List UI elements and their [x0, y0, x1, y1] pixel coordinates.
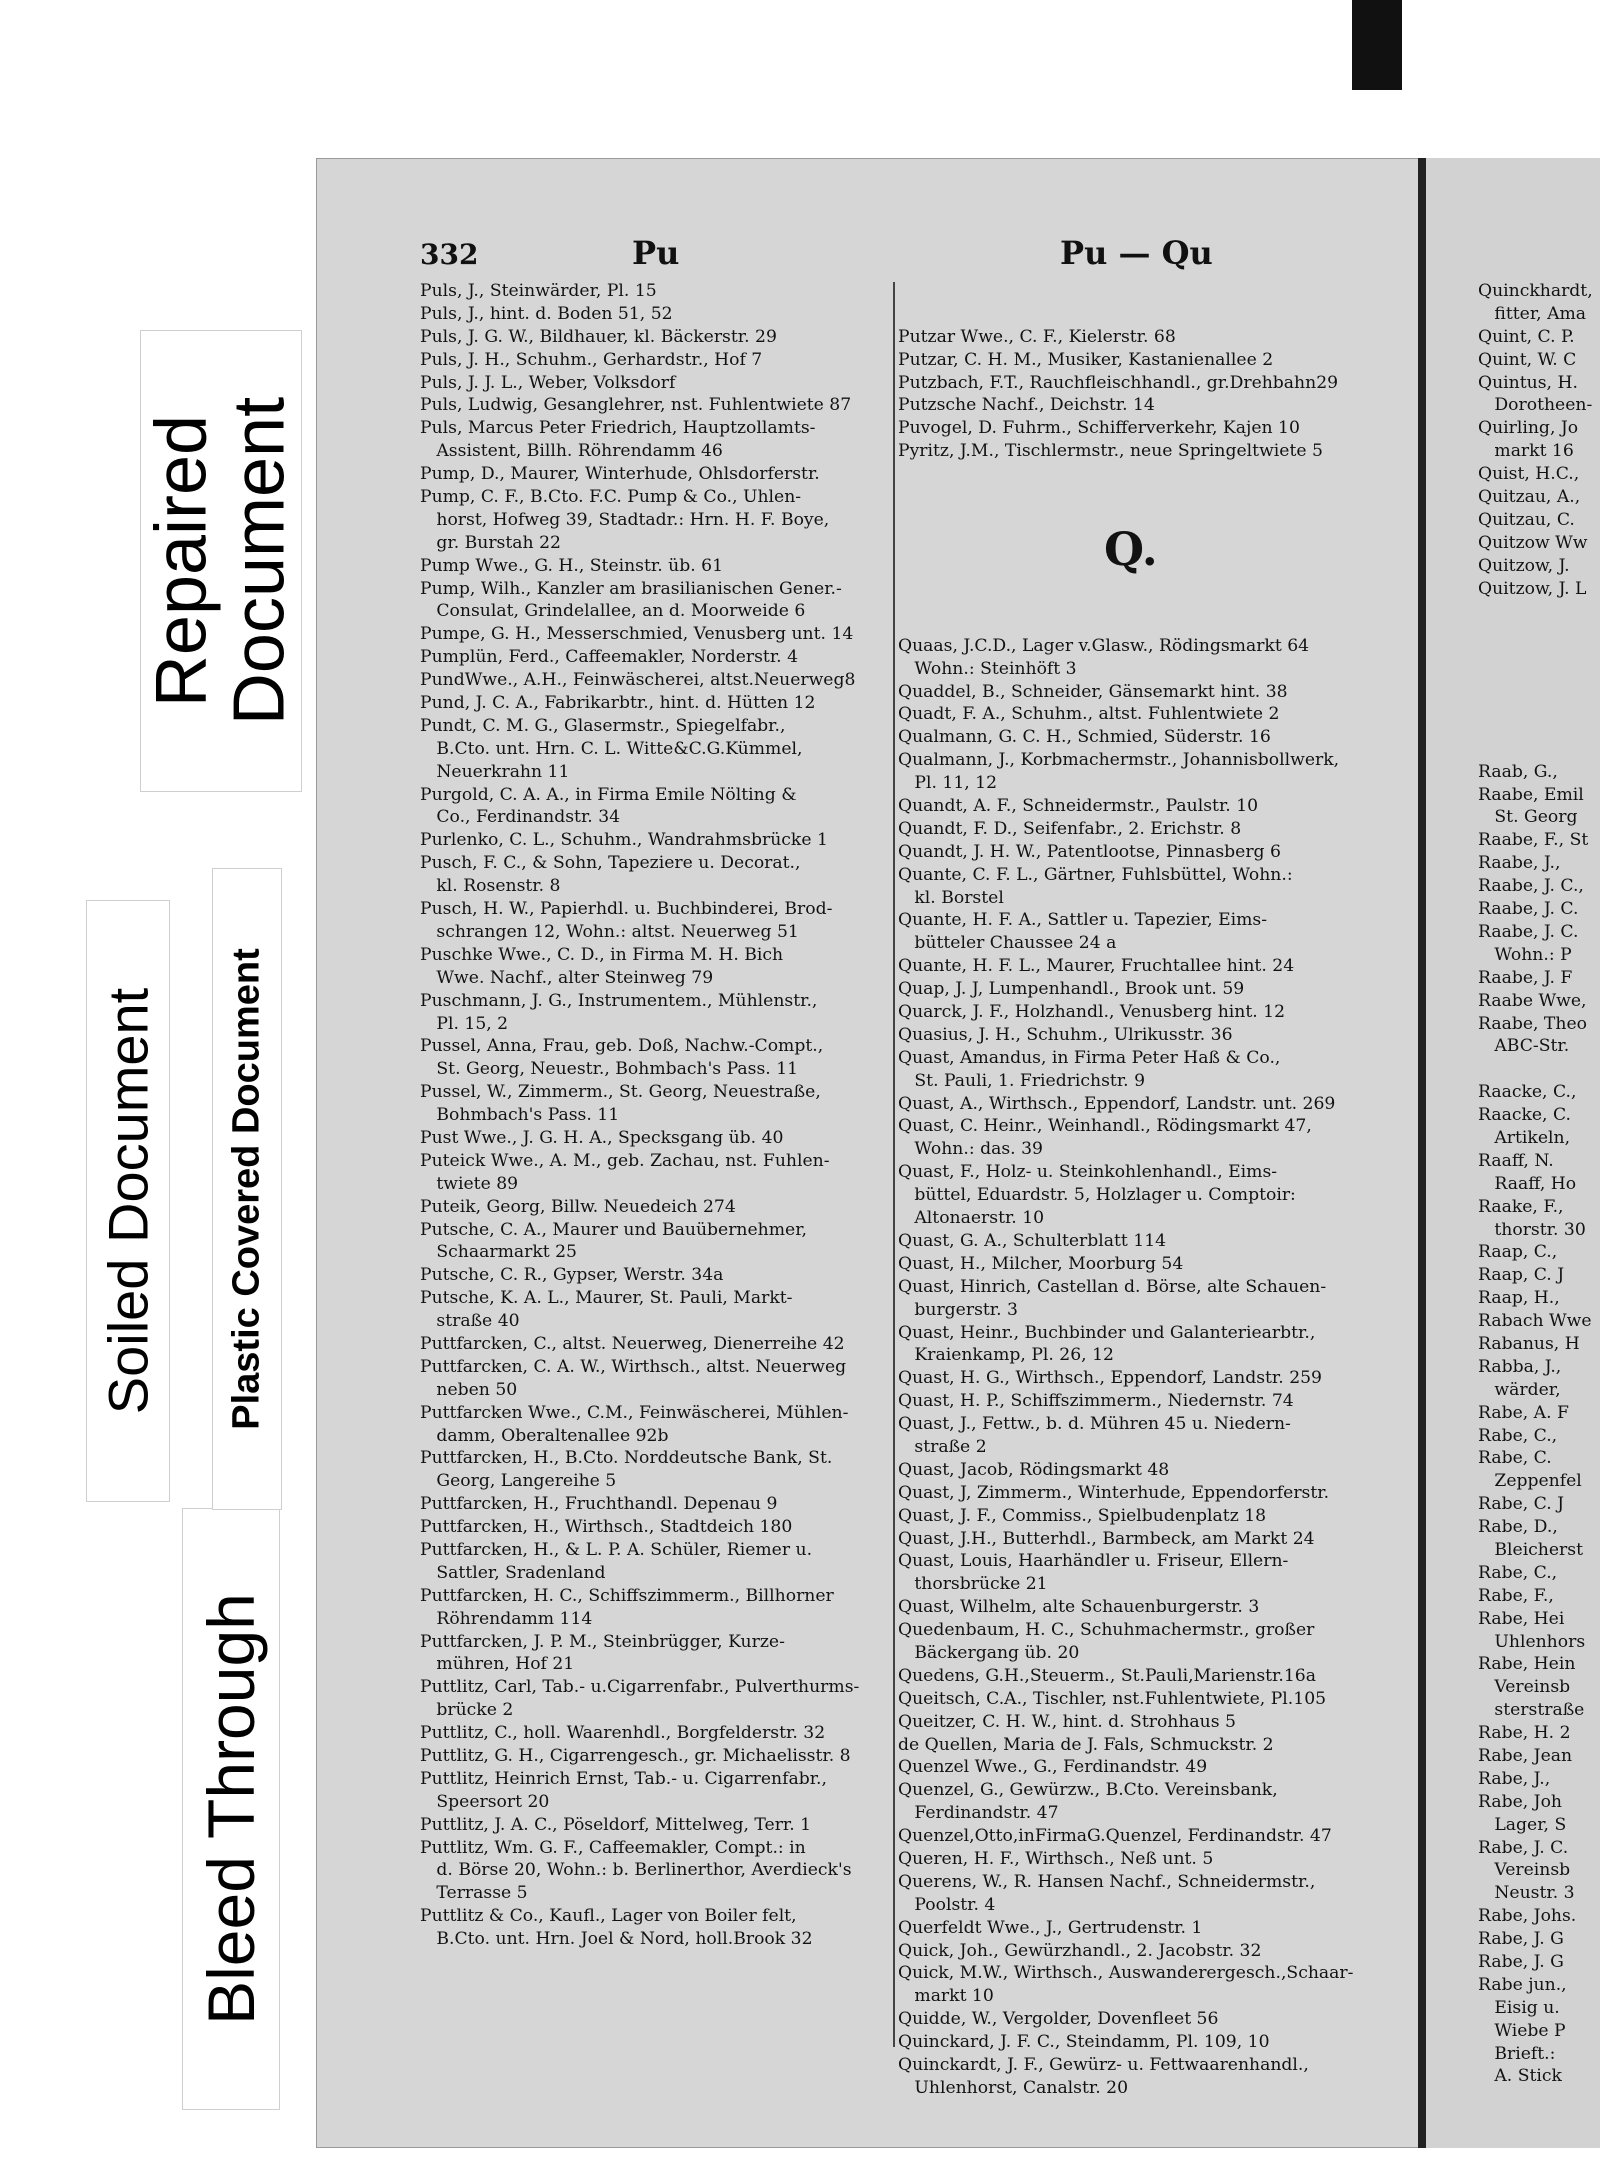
- directory-entry-line: büttel, Eduardstr. 5, Holzlager u. Comptoir:: [898, 1185, 1296, 1206]
- directory-entry-line: St. Pauli, 1. Friedrichstr. 9: [898, 1070, 1146, 1091]
- directory-entry-line: gr. Burstah 22: [420, 532, 561, 553]
- directory-entry-line: Qualmann, J., Korbmachermstr., Johannisbollwerk,: [898, 750, 1340, 771]
- directory-entry-line: Lager, S: [1478, 1814, 1567, 1835]
- directory-entry-line: Raabe Wwe,: [1478, 990, 1587, 1011]
- directory-entry-line: Uhlenhors: [1478, 1631, 1586, 1652]
- directory-entry-line: Puttfarcken, H., Wirthsch., Stadtdeich 180: [420, 1517, 793, 1538]
- directory-entry-line: Putsche, C. R., Gypser, Werstr. 34a: [420, 1265, 724, 1286]
- directory-entry-line: Vereinsb: [1478, 1677, 1571, 1698]
- directory-entry-line: Qualmann, G. C. H., Schmied, Süderstr. 16: [898, 727, 1271, 748]
- directory-entry-line: Raabe, F., St: [1478, 830, 1589, 851]
- directory-entry-line: Altonaerstr. 10: [898, 1208, 1045, 1229]
- directory-entry-line: Puttlitz, Wm. G. F., Caffeemakler, Compt.: in: [420, 1837, 806, 1858]
- directory-entry-line: Ferdinandstr. 47: [898, 1803, 1059, 1824]
- directory-entry-line: [1478, 646, 1600, 669]
- column-divider: [893, 282, 895, 2047]
- directory-entry-line: Quedenbaum, H. C., Schuhmachermstr., großer: [898, 1620, 1315, 1641]
- directory-entry-line: de Quellen, Maria de J. Fals, Schmuckstr. 2: [898, 1734, 1274, 1755]
- directory-entry-line: Raap, H.,: [1478, 1288, 1560, 1309]
- directory-entry-line: Rabe, Jean: [1478, 1746, 1573, 1766]
- directory-entry-line: Purgold, C. A. A., in Firma Emile Nölting &: [420, 784, 797, 805]
- directory-entry-line: Putzsche Nachf., Deichstr. 14: [898, 395, 1155, 416]
- directory-entry-line: Putzbach, F.T., Rauchfleischhandl., gr.Drehbahn29: [898, 372, 1339, 393]
- directory-entry-line: Bohmbach's Pass. 11: [420, 1105, 620, 1126]
- directory-entry-line: Neuerkrahn 11: [420, 761, 570, 782]
- directory-entry-line: Quast, Hinrich, Castellan d. Börse, alte Schauen-: [898, 1276, 1327, 1297]
- directory-entry-line: Putzar, C. H. M., Musiker, Kastanienallee 2: [898, 349, 1274, 370]
- directory-entry-line: Pl. 15, 2: [420, 1013, 509, 1034]
- directory-entry-line: [1478, 692, 1600, 715]
- directory-entry-line: Puttfarcken, H., & L. P. A. Schüler, Riemer u.: [420, 1539, 813, 1560]
- directory-entry-line: Purlenko, C. L., Schuhm., Wandrahmsbrücke 1: [420, 830, 828, 851]
- directory-entry-line: Quedens, G.H.,Steuerm., St.Pauli,Marienstr.16a: [898, 1665, 1316, 1686]
- directory-entry-line: Quast, Heinr., Buchbinder und Galanteriearbtr.,: [898, 1322, 1316, 1343]
- directory-entry-line: Puvogel, D. Fuhrm., Schifferverkehr, Kajen 10: [898, 418, 1300, 439]
- directory-entry-line: Pumpe, G. H., Messerschmied, Venusberg unt. 14: [420, 624, 854, 645]
- header-left: Pu: [632, 234, 680, 272]
- directory-entry-line: Quast, H., Milcher, Moorburg 54: [898, 1253, 1184, 1274]
- directory-entry-line: ABC-Str.: [1478, 1036, 1570, 1057]
- directory-entry-line: mühren, Hof 21: [420, 1654, 575, 1675]
- scanner-edge-strip: [1352, 0, 1402, 90]
- directory-entry-line: Quap, J. J, Lumpenhandl., Brook unt. 59: [898, 979, 1245, 1000]
- directory-entry-line: kl. Borstel: [898, 887, 1004, 908]
- directory-entry-line: neben 50: [420, 1379, 518, 1400]
- directory-entry-line: Putzar Wwe., C. F., Kielerstr. 68: [898, 326, 1176, 347]
- directory-entry-line: Quenzel Wwe., G., Ferdinandstr. 49: [898, 1757, 1208, 1778]
- directory-entry-line: Puttlitz, C., holl. Waarenhdl., Borgfelderstr. 32: [420, 1723, 826, 1744]
- directory-entry-line: Bäckergang üb. 20: [898, 1642, 1080, 1663]
- directory-entry-line: Quante, H. F. L., Maurer, Fruchtallee hint. 24: [898, 956, 1295, 977]
- directory-entry-line: Speersort 20: [420, 1791, 550, 1812]
- directory-entry-line: Puschmann, J. G., Instrumentem., Mühlenstr.,: [420, 990, 818, 1011]
- directory-entry-line: Raabe, J.,: [1478, 853, 1561, 874]
- directory-entry-line: Pyritz, J.M., Tischlermstr., neue Springeltwiete 5: [898, 441, 1323, 462]
- directory-entry-line: Wiebe P: [1478, 2020, 1566, 2041]
- directory-entry-line: Artikeln,: [1478, 1127, 1571, 1148]
- label-repaired-document-text: [143, 397, 299, 725]
- directory-entry-line: Rabe, C.,: [1478, 1562, 1558, 1583]
- directory-entry-line: Neustr. 3: [1478, 1883, 1575, 1904]
- directory-entry-line: St. Georg, Neuestr., Bohmbach's Pass. 11: [420, 1059, 799, 1080]
- directory-entry-line: Puls, Ludwig, Gesanglehrer, nst. Fuhlentwiete 87: [420, 395, 852, 416]
- directory-entry-line: Quenzel,Otto,inFirmaG.Quenzel, Ferdinandstr. 47: [898, 1826, 1332, 1847]
- directory-entry-line: Puttfarcken, H. C., Schiffszimmerm., Billhorner: [420, 1585, 834, 1606]
- directory-entry-line: bütteler Chaussee 24 a: [898, 933, 1117, 954]
- directory-entry-line: Rabe, J.,: [1478, 1768, 1551, 1789]
- directory-entry-line: Pump, C. F., B.Cto. F.C. Pump & Co., Uhlen-: [420, 487, 802, 508]
- directory-entry-line: Rabe, J. G: [1478, 1952, 1564, 1973]
- directory-entry-line: Rabach Wwe: [1478, 1311, 1592, 1332]
- directory-entry-line: Quandt, J. H. W., Patentlootse, Pinnasberg 6: [898, 841, 1281, 862]
- directory-entry-line: Rabe, F.,: [1478, 1585, 1554, 1606]
- header-right: Pu — Qu: [1060, 234, 1213, 272]
- directory-entry-line: markt 16: [1478, 441, 1574, 462]
- directory-entry-line: Bleicherst: [1478, 1539, 1583, 1560]
- right-column: [898, 280, 1398, 2123]
- directory-entry-line: Wwe. Nachf., alter Steinweg 79: [420, 967, 714, 988]
- directory-entry-line: Pumplün, Ferd., Caffeemakler, Norderstr. 4: [420, 647, 799, 668]
- directory-entry-line: Puttfarcken Wwe., C.M., Feinwäscherei, Mühlen-: [420, 1402, 849, 1423]
- directory-entry-line: Puttlitz, Heinrich Ernst, Tab.- u. Cigarrenfabr.,: [420, 1768, 827, 1789]
- directory-entry-line: Putsche, C. A., Maurer und Bauübernehmer,: [420, 1219, 807, 1240]
- directory-entry-line: Rabe, H. 2: [1478, 1723, 1571, 1744]
- directory-entry-line: horst, Hofweg 39, Stadtadr.: Hrn. H. F. Boye,: [420, 509, 830, 530]
- directory-entry-line: B.Cto. unt. Hrn. Joel & Nord, holl.Brook 32: [420, 1929, 813, 1950]
- label-plastic-covered-text: Plastic Covered Document: [225, 948, 268, 1430]
- directory-entry-line: Quirling, Jo: [1478, 418, 1579, 439]
- directory-entry-line: Quast, A., Wirthsch., Eppendorf, Landstr. unt. 269: [898, 1093, 1336, 1114]
- directory-entry-line: Quenzel, G., Gewürzw., B.Cto. Vereinsbank,: [898, 1780, 1278, 1801]
- directory-entry-line: Georg, Langereihe 5: [420, 1471, 617, 1492]
- directory-entry-line: Pussel, W., Zimmerm., St. Georg, Neuestraße,: [420, 1082, 821, 1103]
- directory-entry-line: Quitzow, J.: [1478, 555, 1570, 576]
- directory-entry-line: Pussel, Anna, Frau, geb. Doß, Nachw.-Compt.,: [420, 1036, 824, 1057]
- directory-entry-line: Putsche, K. A. L., Maurer, St. Pauli, Markt-: [420, 1288, 793, 1309]
- directory-entry-line: Quast, F., Holz- u. Steinkohlenhandl., Eims-: [898, 1162, 1278, 1183]
- directory-entry-line: Puteik, Georg, Billw. Neuedeich 274: [420, 1196, 736, 1217]
- directory-entry-line: schrangen 12, Wohn.: altst. Neuerweg 51: [420, 921, 799, 942]
- label-bleed-through-text: Bleed Through: [194, 1593, 268, 2025]
- directory-entry-line: Quast, Jacob, Rödingsmarkt 48: [898, 1459, 1170, 1480]
- right-column-bottom: [898, 635, 1398, 2100]
- directory-entry-line: Pundt, C. M. G., Glasermstr., Spiegelfabr.,: [420, 715, 786, 736]
- directory-entry-line: Quante, C. F. L., Gärtner, Fuhlsbüttel, Wohn.:: [898, 864, 1293, 885]
- directory-entry-line: straße 2: [898, 1436, 987, 1457]
- directory-entry-line: Raabe, J. C.: [1478, 899, 1579, 920]
- directory-entry-line: Sattler, Sradenland: [420, 1562, 606, 1583]
- directory-entry-line: Quast, J.H., Butterhdl., Barmbeck, am Markt 24: [898, 1528, 1315, 1549]
- directory-entry-line: wärder,: [1478, 1379, 1561, 1400]
- directory-entry-line: Quidde, W., Vergolder, Dovenfleet 56: [898, 2009, 1219, 2030]
- directory-entry-line: Rabe, Johs.: [1478, 1906, 1577, 1927]
- directory-entry-line: Vereinsb: [1478, 1860, 1571, 1881]
- directory-entry-line: twiete 89: [420, 1173, 519, 1194]
- directory-entry-line: Rabe, D.,: [1478, 1517, 1558, 1538]
- directory-entry-line: Raaff, Ho: [1478, 1173, 1577, 1194]
- label-soiled-document: [86, 900, 170, 1502]
- directory-entry-line: Rabe, Hei: [1478, 1608, 1565, 1629]
- directory-entry-line: Uhlenhorst, Canalstr. 20: [898, 2077, 1129, 2098]
- directory-entry-line: [1478, 715, 1600, 738]
- directory-entry-line: Pump, Wilh., Kanzler am brasilianischen Gener.-: [420, 578, 842, 599]
- directory-entry-line: Wohn.: das. 39: [898, 1139, 1043, 1160]
- directory-entry-line: Terrasse 5: [420, 1883, 528, 1904]
- right-column-top: [898, 326, 1398, 463]
- directory-entry-line: Raaff, N.: [1478, 1150, 1554, 1171]
- directory-entry-line: [1478, 738, 1600, 761]
- directory-entry-line: burgerstr. 3: [898, 1299, 1018, 1320]
- directory-entry-line: [1478, 1058, 1600, 1081]
- directory-entry-line: Assistent, Billh. Röhrendamm 46: [420, 441, 723, 462]
- directory-entry-line: Queitzer, C. H. W., hint. d. Strohhaus 5: [898, 1711, 1236, 1732]
- directory-entry-line: Raabe, J. C.: [1478, 921, 1579, 942]
- directory-entry-line: Zeppenfel: [1478, 1471, 1582, 1492]
- directory-entry-line: Rabe jun.,: [1478, 1974, 1567, 1995]
- directory-entry-line: Schaarmarkt 25: [420, 1242, 577, 1263]
- directory-entry-line: Rabe, C.: [1478, 1448, 1552, 1469]
- left-column: [420, 280, 895, 1951]
- directory-entry-line: Puttfarcken, H., B.Cto. Norddeutsche Bank, St.: [420, 1448, 833, 1469]
- directory-entry-line: Puttlitz, G. H., Cigarrengesch., gr. Michaelisstr. 8: [420, 1746, 851, 1766]
- directory-entry-line: Raabe, J. F: [1478, 967, 1573, 988]
- directory-entry-line: Quinckhardt,: [1478, 281, 1593, 301]
- directory-entry-line: Rabanus, H: [1478, 1333, 1580, 1354]
- directory-entry-line: Quarck, J. F., Holzhandl., Venusberg hint. 12: [898, 1002, 1286, 1023]
- directory-entry-line: St. Georg: [1478, 807, 1578, 828]
- directory-entry-line: Quast, J. F., Commiss., Spielbudenplatz 18: [898, 1505, 1267, 1526]
- directory-entry-line: Quante, H. F. A., Sattler u. Tapezier, Eims-: [898, 910, 1268, 931]
- directory-entry-line: thorstr. 30: [1478, 1219, 1586, 1240]
- directory-entry-line: Wohn.: P: [1478, 944, 1572, 965]
- directory-entry-line: Puttlitz, J. A. C., Pöseldorf, Mittelweg, Terr. 1: [420, 1814, 812, 1835]
- directory-entry-line: Puttlitz & Co., Kaufl., Lager von Boiler felt,: [420, 1906, 797, 1927]
- directory-entry-line: Co., Ferdinandstr. 34: [420, 807, 621, 828]
- directory-entry-line: Puttfarcken, H., Fruchthandl. Depenau 9: [420, 1494, 778, 1515]
- directory-entry-line: Raab, G.,: [1478, 761, 1558, 782]
- directory-entry-line: [1478, 623, 1600, 646]
- label-soiled-document-text: Soiled Document: [96, 987, 160, 1415]
- directory-entry-line: Eisig u.: [1478, 1997, 1560, 2018]
- directory-entry-line: Puls, Marcus Peter Friedrich, Hauptzollamts-: [420, 418, 816, 439]
- directory-entry-line: Raabe, J. C.,: [1478, 876, 1584, 897]
- directory-entry-line: Quitzau, C.: [1478, 509, 1575, 530]
- directory-entry-line: Queren, H. F., Wirthsch., Neß unt. 5: [898, 1848, 1214, 1869]
- directory-entry-line: Dorotheen-: [1478, 395, 1593, 416]
- directory-entry-line: Quintus, H.: [1478, 372, 1578, 393]
- directory-entry-line: Rabe, Joh: [1478, 1791, 1562, 1812]
- directory-entry-line: A. Stick: [1478, 2066, 1562, 2087]
- directory-entry-line: Quast, Wilhelm, alte Schauenburgerstr. 3: [898, 1597, 1260, 1618]
- directory-entry-line: Querens, W., R. Hansen Nachf., Schneidermstr.,: [898, 1871, 1316, 1892]
- directory-entry-line: Puschke Wwe., C. D., in Firma M. H. Bich: [420, 944, 784, 965]
- directory-entry-line: d. Börse 20, Wohn.: b. Berlinerthor, Averdieck's: [420, 1860, 852, 1881]
- directory-entry-line: Querfeldt Wwe., J., Gertrudenstr. 1: [898, 1917, 1203, 1938]
- directory-entry-line: Quast, G. A., Schulterblatt 114: [898, 1230, 1167, 1251]
- directory-entry-line: Quinckardt, J. F., Gewürz- u. Fettwaarenhandl.,: [898, 2055, 1309, 2075]
- directory-entry-line: Puttlitz, Carl, Tab.- u.Cigarrenfabr., Pulverthurms-: [420, 1677, 860, 1698]
- directory-entry-line: [1478, 669, 1600, 692]
- directory-entry-line: kl. Rosenstr. 8: [420, 876, 561, 897]
- label-repaired-line2: Document: [219, 396, 299, 726]
- directory-entry-line: Quaas, J.C.D., Lager v.Glasw., Rödingsmarkt 64: [898, 635, 1310, 656]
- directory-entry-line: Pusch, F. C., & Sohn, Tapeziere u. Decorat.,: [420, 853, 801, 874]
- section-letter: Q.: [1104, 521, 1158, 576]
- directory-entry-line: Pump Wwe., G. H., Steinstr. üb. 61: [420, 555, 724, 576]
- label-repaired-document: [140, 330, 302, 792]
- directory-entry-line: PundWwe., A.H., Feinwäscherei, altst.Neuerweg8: [420, 670, 856, 691]
- directory-entry-line: Pump, D., Maurer, Winterhude, Ohlsdorferstr.: [420, 464, 820, 485]
- directory-entry-line: Wohn.: Steinhöft 3: [898, 658, 1077, 679]
- directory-entry-line: Quast, Louis, Haarhändler u. Friseur, Ellern-: [898, 1551, 1289, 1572]
- directory-entry-line: sterstraße: [1478, 1700, 1585, 1721]
- directory-entry-line: Kraienkamp, Pl. 26, 12: [898, 1345, 1114, 1366]
- directory-entry-line: Poolstr. 4: [898, 1894, 996, 1915]
- directory-entry-line: fitter, Ama: [1478, 303, 1587, 324]
- directory-entry-line: Puls, J., hint. d. Boden 51, 52: [420, 303, 673, 324]
- label-repaired-line1: Repaired: [141, 414, 222, 708]
- directory-entry-line: Rabe, C.,: [1478, 1425, 1558, 1446]
- directory-entry-line: Quitzow Ww: [1478, 532, 1588, 553]
- directory-entry-line: Quandt, F. D., Seifenfabr., 2. Erichstr. 8: [898, 818, 1242, 839]
- directory-entry-line: Rabe, A. F: [1478, 1402, 1569, 1423]
- directory-entry-line: Puls, J. G. W., Bildhauer, kl. Bäckerstr. 29: [420, 326, 777, 347]
- directory-entry-line: straße 40: [420, 1311, 520, 1332]
- directory-entry-line: Rabe, J. G: [1478, 1929, 1564, 1950]
- directory-entry-line: Quint, C. P.: [1478, 326, 1575, 347]
- directory-entry-line: Raabe, Emil: [1478, 784, 1584, 805]
- directory-entry-line: Quandt, A. F., Schneidermstr., Paulstr. 10: [898, 796, 1259, 817]
- directory-entry-line: Quast, J., Fettw., b. d. Mühren 45 u. Niedern-: [898, 1414, 1291, 1435]
- directory-entry-line: Pust Wwe., J. G. H. A., Specksgang üb. 40: [420, 1127, 784, 1148]
- directory-entry-line: Quick, M.W., Wirthsch., Auswanderergesch.,Schaar-: [898, 1963, 1354, 1984]
- directory-entry-line: Puls, J. J. L., Weber, Volksdorf: [420, 372, 676, 393]
- directory-entry-line: Queitsch, C.A., Tischler, nst.Fuhlentwiete, Pl.105: [898, 1688, 1327, 1709]
- page-number: 332: [420, 238, 479, 271]
- directory-entry-line: brücke 2: [420, 1700, 514, 1721]
- next-page-column: [1478, 280, 1600, 2088]
- directory-entry-line: Quast, Amandus, in Firma Peter Haß & Co.,: [898, 1047, 1281, 1068]
- directory-entry-line: Puls, J., Steinwärder, Pl. 15: [420, 281, 657, 301]
- directory-entry-line: Quint, W. C: [1478, 349, 1577, 370]
- directory-entry-line: markt 10: [898, 1986, 994, 2007]
- directory-entry-line: damm, Oberaltenallee 92b: [420, 1425, 669, 1446]
- directory-entry-line: Quasius, J. H., Schuhm., Ulrikusstr. 36: [898, 1024, 1233, 1045]
- directory-entry-line: Pl. 11, 12: [898, 773, 998, 794]
- directory-entry-line: Puttfarcken, J. P. M., Steinbrügger, Kurze-: [420, 1631, 785, 1652]
- directory-entry-line: Quinckard, J. F. C., Steindamm, Pl. 109, 10: [898, 2032, 1270, 2053]
- directory-entry-line: Quitzau, A.,: [1478, 487, 1581, 508]
- directory-entry-line: Rabe, Hein: [1478, 1654, 1576, 1675]
- directory-entry-line: Raap, C. J: [1478, 1265, 1565, 1286]
- directory-entry-line: Raake, F.,: [1478, 1196, 1564, 1217]
- directory-entry-line: Pund, J. C. A., Fabrikarbtr., hint. d. Hütten 12: [420, 693, 816, 714]
- directory-entry-line: Quast, J, Zimmerm., Winterhude, Eppendorferstr.: [898, 1482, 1330, 1503]
- directory-entry-line: Röhrendamm 114: [420, 1608, 593, 1629]
- directory-entry-line: Quast, H. G., Wirthsch., Eppendorf, Landstr. 259: [898, 1368, 1322, 1389]
- directory-entry-line: Puttfarcken, C., altst. Neuerweg, Dienerreihe 42: [420, 1333, 845, 1354]
- directory-entry-line: Pusch, H. W., Papierhdl. u. Buchbinderei, Brod-: [420, 899, 833, 920]
- directory-entry-line: Rabe, J. C.: [1478, 1837, 1569, 1858]
- directory-entry-line: Quadt, F. A., Schuhm., altst. Fuhlentwiete 2: [898, 704, 1280, 725]
- label-plastic-covered: [212, 868, 282, 1510]
- book-spine: [1418, 158, 1426, 2148]
- directory-entry-line: Raacke, C.,: [1478, 1082, 1577, 1103]
- directory-entry-line: Quitzow, J. L: [1478, 578, 1587, 599]
- directory-entry-line: Quist, H.C.,: [1478, 464, 1580, 485]
- directory-entry-line: Puteick Wwe., A. M., geb. Zachau, nst. Fuhlen-: [420, 1150, 830, 1171]
- directory-entry-line: Quast, C. Heinr., Weinhandl., Rödingsmarkt 47,: [898, 1116, 1312, 1137]
- directory-entry-line: [1478, 600, 1600, 623]
- directory-entry-line: Consulat, Grindelallee, an d. Moorweide 6: [420, 601, 806, 622]
- directory-entry-line: Rabba, J.,: [1478, 1356, 1562, 1377]
- directory-entry-line: thorsbrücke 21: [898, 1574, 1048, 1595]
- directory-entry-line: Raabe, Theo: [1478, 1013, 1587, 1034]
- directory-entry-line: Raap, C.,: [1478, 1242, 1558, 1263]
- directory-entry-line: Puttfarcken, C. A. W., Wirthsch., altst. Neuerweg: [420, 1356, 847, 1377]
- directory-entry-line: Rabe, C. J: [1478, 1494, 1565, 1515]
- directory-entry-line: Brieft.:: [1478, 2043, 1556, 2064]
- directory-entry-line: Puls, J. H., Schuhm., Gerhardstr., Hof 7: [420, 349, 763, 370]
- directory-entry-line: Raacke, C.: [1478, 1105, 1571, 1126]
- directory-entry-line: B.Cto. unt. Hrn. C. L. Witte&C.G.Kümmel,: [420, 738, 803, 759]
- directory-entry-line: Quaddel, B., Schneider, Gänsemarkt hint. 38: [898, 681, 1288, 702]
- directory-entry-line: Quast, H. P., Schiffszimmerm., Niedernstr. 74: [898, 1391, 1294, 1412]
- directory-entry-line: Quick, Joh., Gewürzhandl., 2. Jacobstr. 32: [898, 1940, 1262, 1961]
- label-bleed-through: [182, 1508, 280, 2110]
